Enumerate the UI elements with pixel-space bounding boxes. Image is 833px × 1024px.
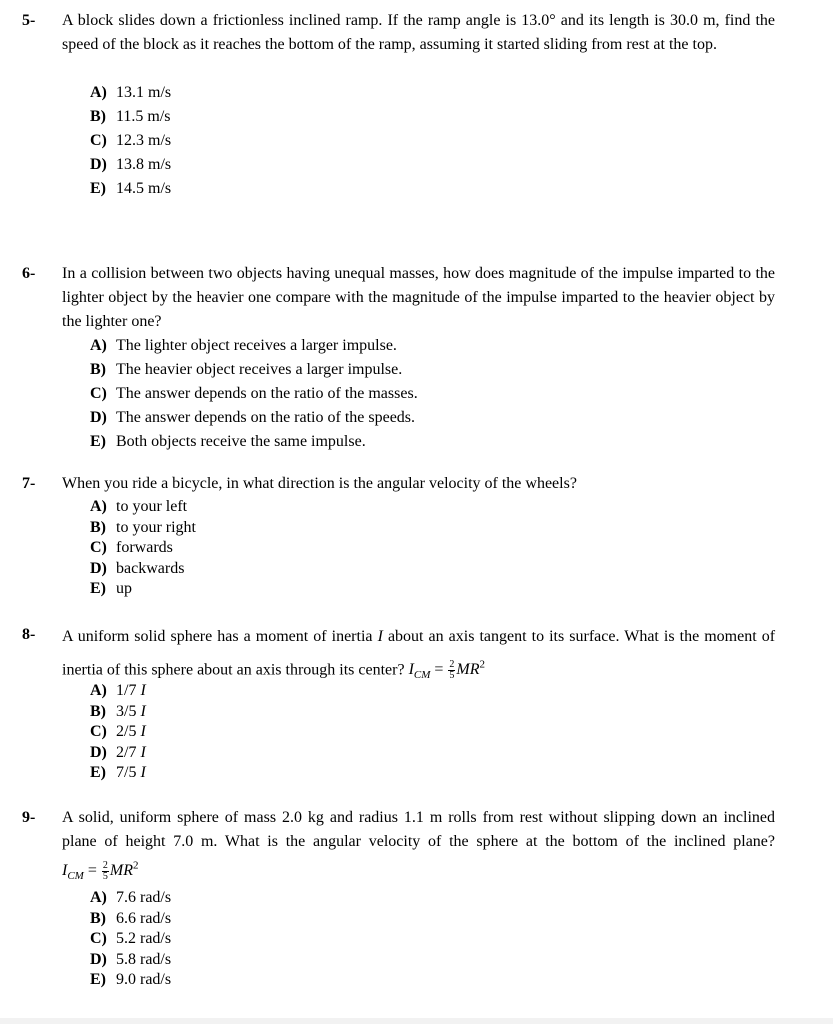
option-e: E) 9.0 rad/s <box>90 971 172 988</box>
option-a: A) 13.1 m/s <box>90 84 172 101</box>
question-number: 5- <box>22 12 36 29</box>
option-d: D) 2/7 I <box>90 743 146 761</box>
options-list <box>90 334 418 454</box>
option-c: C) 2/5 I <box>90 723 146 740</box>
question-number: 9- <box>22 809 36 826</box>
question-text: A block slides down a frictionless inclined ramp. If the ramp angle is 13.0° and its length is 30.0 m, find the speed of the block as it reaches the bottom of the ramp, assuming it started sliding from rest at the top. <box>62 12 775 53</box>
moment-of-inertia-formula: $I_{CM}$ = $\frac{2}{5}$ $MR^2$ <box>408 659 486 682</box>
option-b: B) 3/5 I <box>90 702 146 720</box>
option-a: A) 1/7 I <box>90 682 146 699</box>
option-b: B) The heavier object receives a larger impulse. <box>90 361 403 378</box>
question-text: In a collision between two objects having unequal masses, how does magnitude of the impulse imparted to the lighter object by the heavier one compare with the magnitude of the impulse imparted to the heavier object by the lighter one? <box>62 265 775 330</box>
question-text: A solid, uniform sphere of mass 2.0 kg and radius 1.1 m rolls from rest without slipping down an inclined plane of height 7.0 m. What is the angular velocity of the sphere at the bottom of the inclined plane? $I_{CM}$ = $\frac{2}{5}$ $MR^2$ <box>62 809 775 883</box>
option-b: B) 11.5 m/s <box>90 108 171 125</box>
fraction: $\frac{2}{5}$ <box>102 860 108 883</box>
option-d: D) backwards <box>90 559 185 577</box>
option-d: D) 13.8 m/s <box>90 156 172 173</box>
options-list <box>90 81 171 201</box>
option-e: E) 14.5 m/s <box>90 180 172 197</box>
question-text: When you ride a bicycle, in what direction is the angular velocity of the wheels? <box>62 475 577 492</box>
options-list <box>90 497 196 600</box>
options-list <box>90 888 171 991</box>
option-e: E) 7/5 I <box>90 764 146 781</box>
moment-of-inertia-formula: $I_{CM}$ = $\frac{2}{5}$ $MR^2$ <box>62 860 139 883</box>
option-d: D) The answer depends on the ratio of the speeds. <box>90 409 416 426</box>
option-a: A) to your left <box>90 498 188 515</box>
option-a: A) The lighter object receives a larger impulse. <box>90 337 397 354</box>
option-d: D) 5.8 rad/s <box>90 950 172 968</box>
option-e: E) Both objects receive the same impulse. <box>90 433 366 450</box>
question-number: 6- <box>22 265 36 282</box>
option-b: B) 6.6 rad/s <box>90 909 172 927</box>
option-a: A) 7.6 rad/s <box>90 889 172 906</box>
question-text: A uniform solid sphere has a moment of inertia I about an axis tangent to its surface. What is the moment of inertia of this sphere about an axis through its center? $I_{CM}$ = $\frac{2}{5}$ $MR^2$ <box>62 628 776 682</box>
fraction: $\frac{2}{5}$ <box>449 659 455 682</box>
page-bottom-edge <box>0 1018 833 1024</box>
option-b: B) to your right <box>90 518 196 536</box>
option-e: E) up <box>90 580 132 597</box>
question-number: 8- <box>22 626 36 643</box>
options-list <box>90 681 146 784</box>
option-c: C) 12.3 m/s <box>90 132 172 149</box>
option-c: C) The answer depends on the ratio of the masses. <box>90 385 418 402</box>
option-c: C) 5.2 rad/s <box>90 930 172 947</box>
question-number: 7- <box>22 475 36 492</box>
option-c: C) forwards <box>90 539 173 556</box>
